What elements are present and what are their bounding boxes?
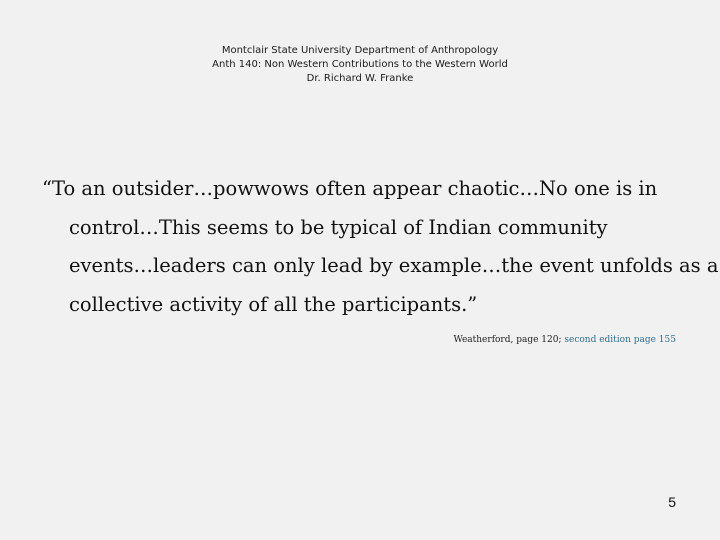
quote-block — [42, 170, 719, 324]
citation-edition: second edition page 155 — [564, 335, 676, 345]
quote-line: control…This seems to be typical of Indian community — [69, 215, 608, 239]
quote-line: events…leaders can only lead by example…the event unfolds as a — [69, 254, 719, 277]
quote-citation — [453, 333, 676, 347]
header-department: Montclair State University Department of Anthropology — [221, 45, 499, 56]
slide-header — [0, 44, 720, 86]
page-number: 5 — [668, 494, 676, 510]
quote-line: collective activity of all the participants.” — [69, 292, 478, 316]
header-instructor: Dr. Richard W. Franke — [306, 73, 414, 84]
citation-source: Weatherford, page 120; — [453, 335, 565, 345]
header-course: Anth 140: Non Western Contributions to the Western World — [212, 59, 508, 70]
quote-line: “To an outsider…powwows often appear chaotic…No one is in — [42, 177, 658, 200]
